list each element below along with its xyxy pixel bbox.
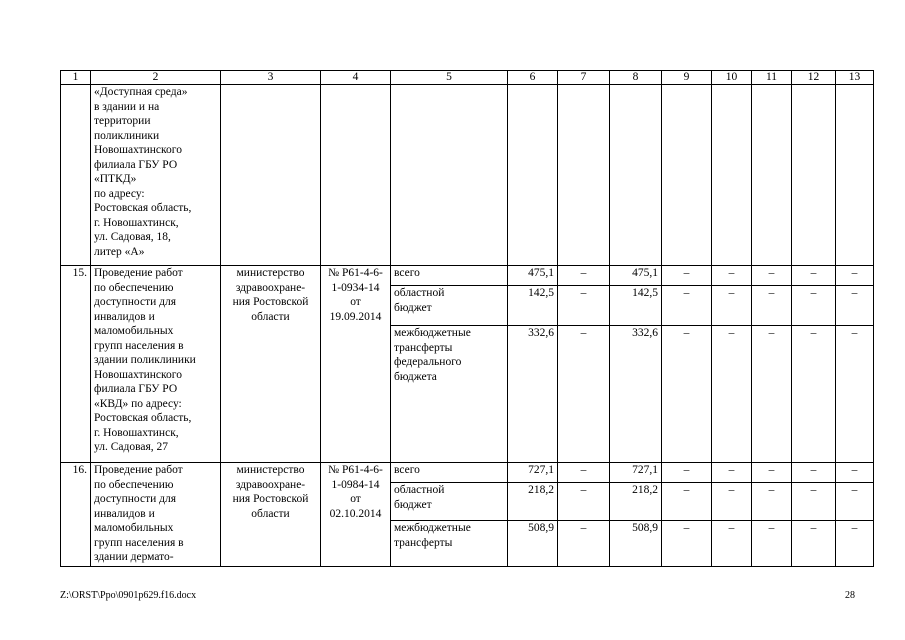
header-col-7: 7: [558, 71, 610, 85]
header-col-2: 2: [91, 71, 221, 85]
value-col-6: 218,2: [508, 483, 558, 521]
header-col-8: 8: [610, 71, 662, 85]
table-row: [61, 266, 874, 286]
value-col-8: 142,5: [610, 286, 662, 326]
value-col-6: 508,9: [508, 521, 558, 567]
value-col-7: –: [558, 463, 610, 483]
funding-source: областной бюджет: [391, 483, 508, 521]
continuation-name: «Доступная среда» в здании и на территории поликлиники Новошахтинского филиала ГБУ РО «ПТКД» по адресу: Ростовская область, г. Новошахтинск, ул. Садовая, 18, литер «А»: [91, 85, 221, 266]
header-col-11: 11: [752, 71, 792, 85]
value-col-8: 508,9: [610, 521, 662, 567]
value-col-13: –: [836, 483, 874, 521]
table-row: [61, 463, 874, 483]
program-table: [60, 70, 874, 567]
value-col-12: –: [792, 326, 836, 463]
continuation-row: [61, 85, 874, 266]
value-col-10: –: [712, 326, 752, 463]
value-col-7: –: [558, 266, 610, 286]
header-col-1: 1: [61, 71, 91, 85]
value-col-13: –: [836, 286, 874, 326]
value-col-6: 727,1: [508, 463, 558, 483]
measure-name: Проведение работ по обеспечению доступности для инвалидов и маломобильных групп населения в здании поликлиники Новошахтинского филиала ГБУ РО «КВД» по адресу: Ростовская область, г. Новошахтинск, ул. Садовая, 27: [91, 266, 221, 463]
funding-source: областной бюджет: [391, 286, 508, 326]
header-col-6: 6: [508, 71, 558, 85]
funding-source: всего: [391, 266, 508, 286]
value-col-11: –: [752, 286, 792, 326]
row-number: 15.: [61, 266, 91, 463]
value-col-7: –: [558, 326, 610, 463]
value-col-12: –: [792, 483, 836, 521]
value-col-10: –: [712, 266, 752, 286]
value-col-11: –: [752, 326, 792, 463]
row-number: 16.: [61, 463, 91, 567]
header-col-13: 13: [836, 71, 874, 85]
page-number: 28: [845, 590, 855, 601]
value-col-11: –: [752, 266, 792, 286]
value-col-12: –: [792, 521, 836, 567]
value-col-6: 142,5: [508, 286, 558, 326]
document-ref: № Р61-4-6- 1-0984-14 от 02.10.2014: [321, 463, 391, 567]
value-col-13: –: [836, 521, 874, 567]
header-col-3: 3: [221, 71, 321, 85]
header-col-9: 9: [662, 71, 712, 85]
value-col-7: –: [558, 483, 610, 521]
funding-source: межбюджетные трансферты федерального бюджета: [391, 326, 508, 463]
value-col-12: –: [792, 286, 836, 326]
value-col-11: –: [752, 521, 792, 567]
value-col-10: –: [712, 521, 752, 567]
footer-file-path: Z:\ORST\Ppo\0901p629.f16.docx: [60, 590, 197, 601]
value-col-9: –: [662, 266, 712, 286]
value-col-10: –: [712, 483, 752, 521]
value-col-7: –: [558, 286, 610, 326]
value-col-8: 218,2: [610, 483, 662, 521]
value-col-12: –: [792, 463, 836, 483]
header-col-12: 12: [792, 71, 836, 85]
value-col-10: –: [712, 463, 752, 483]
value-col-12: –: [792, 266, 836, 286]
value-col-8: 727,1: [610, 463, 662, 483]
measure-name: Проведение работ по обеспечению доступности для инвалидов и маломобильных групп населения в здании дермато-: [91, 463, 221, 567]
document-ref: № Р61-4-6- 1-0934-14 от 19.09.2014: [321, 266, 391, 463]
value-col-6: 332,6: [508, 326, 558, 463]
header-col-10: 10: [712, 71, 752, 85]
value-col-7: –: [558, 521, 610, 567]
value-col-9: –: [662, 521, 712, 567]
value-col-9: –: [662, 463, 712, 483]
funding-source: всего: [391, 463, 508, 483]
value-col-9: –: [662, 483, 712, 521]
value-col-11: –: [752, 463, 792, 483]
executor-org: министерство здравоохране- ния Ростовской области: [221, 266, 321, 463]
value-col-6: 475,1: [508, 266, 558, 286]
value-col-9: –: [662, 286, 712, 326]
value-col-13: –: [836, 266, 874, 286]
header-col-5: 5: [391, 71, 508, 85]
value-col-13: –: [836, 463, 874, 483]
funding-source: межбюджетные трансферты: [391, 521, 508, 567]
column-number-header: [61, 71, 874, 85]
value-col-13: –: [836, 326, 874, 463]
value-col-10: –: [712, 286, 752, 326]
value-col-9: –: [662, 326, 712, 463]
executor-org: министерство здравоохране- ния Ростовской области: [221, 463, 321, 567]
header-col-4: 4: [321, 71, 391, 85]
value-col-11: –: [752, 483, 792, 521]
value-col-8: 332,6: [610, 326, 662, 463]
value-col-8: 475,1: [610, 266, 662, 286]
